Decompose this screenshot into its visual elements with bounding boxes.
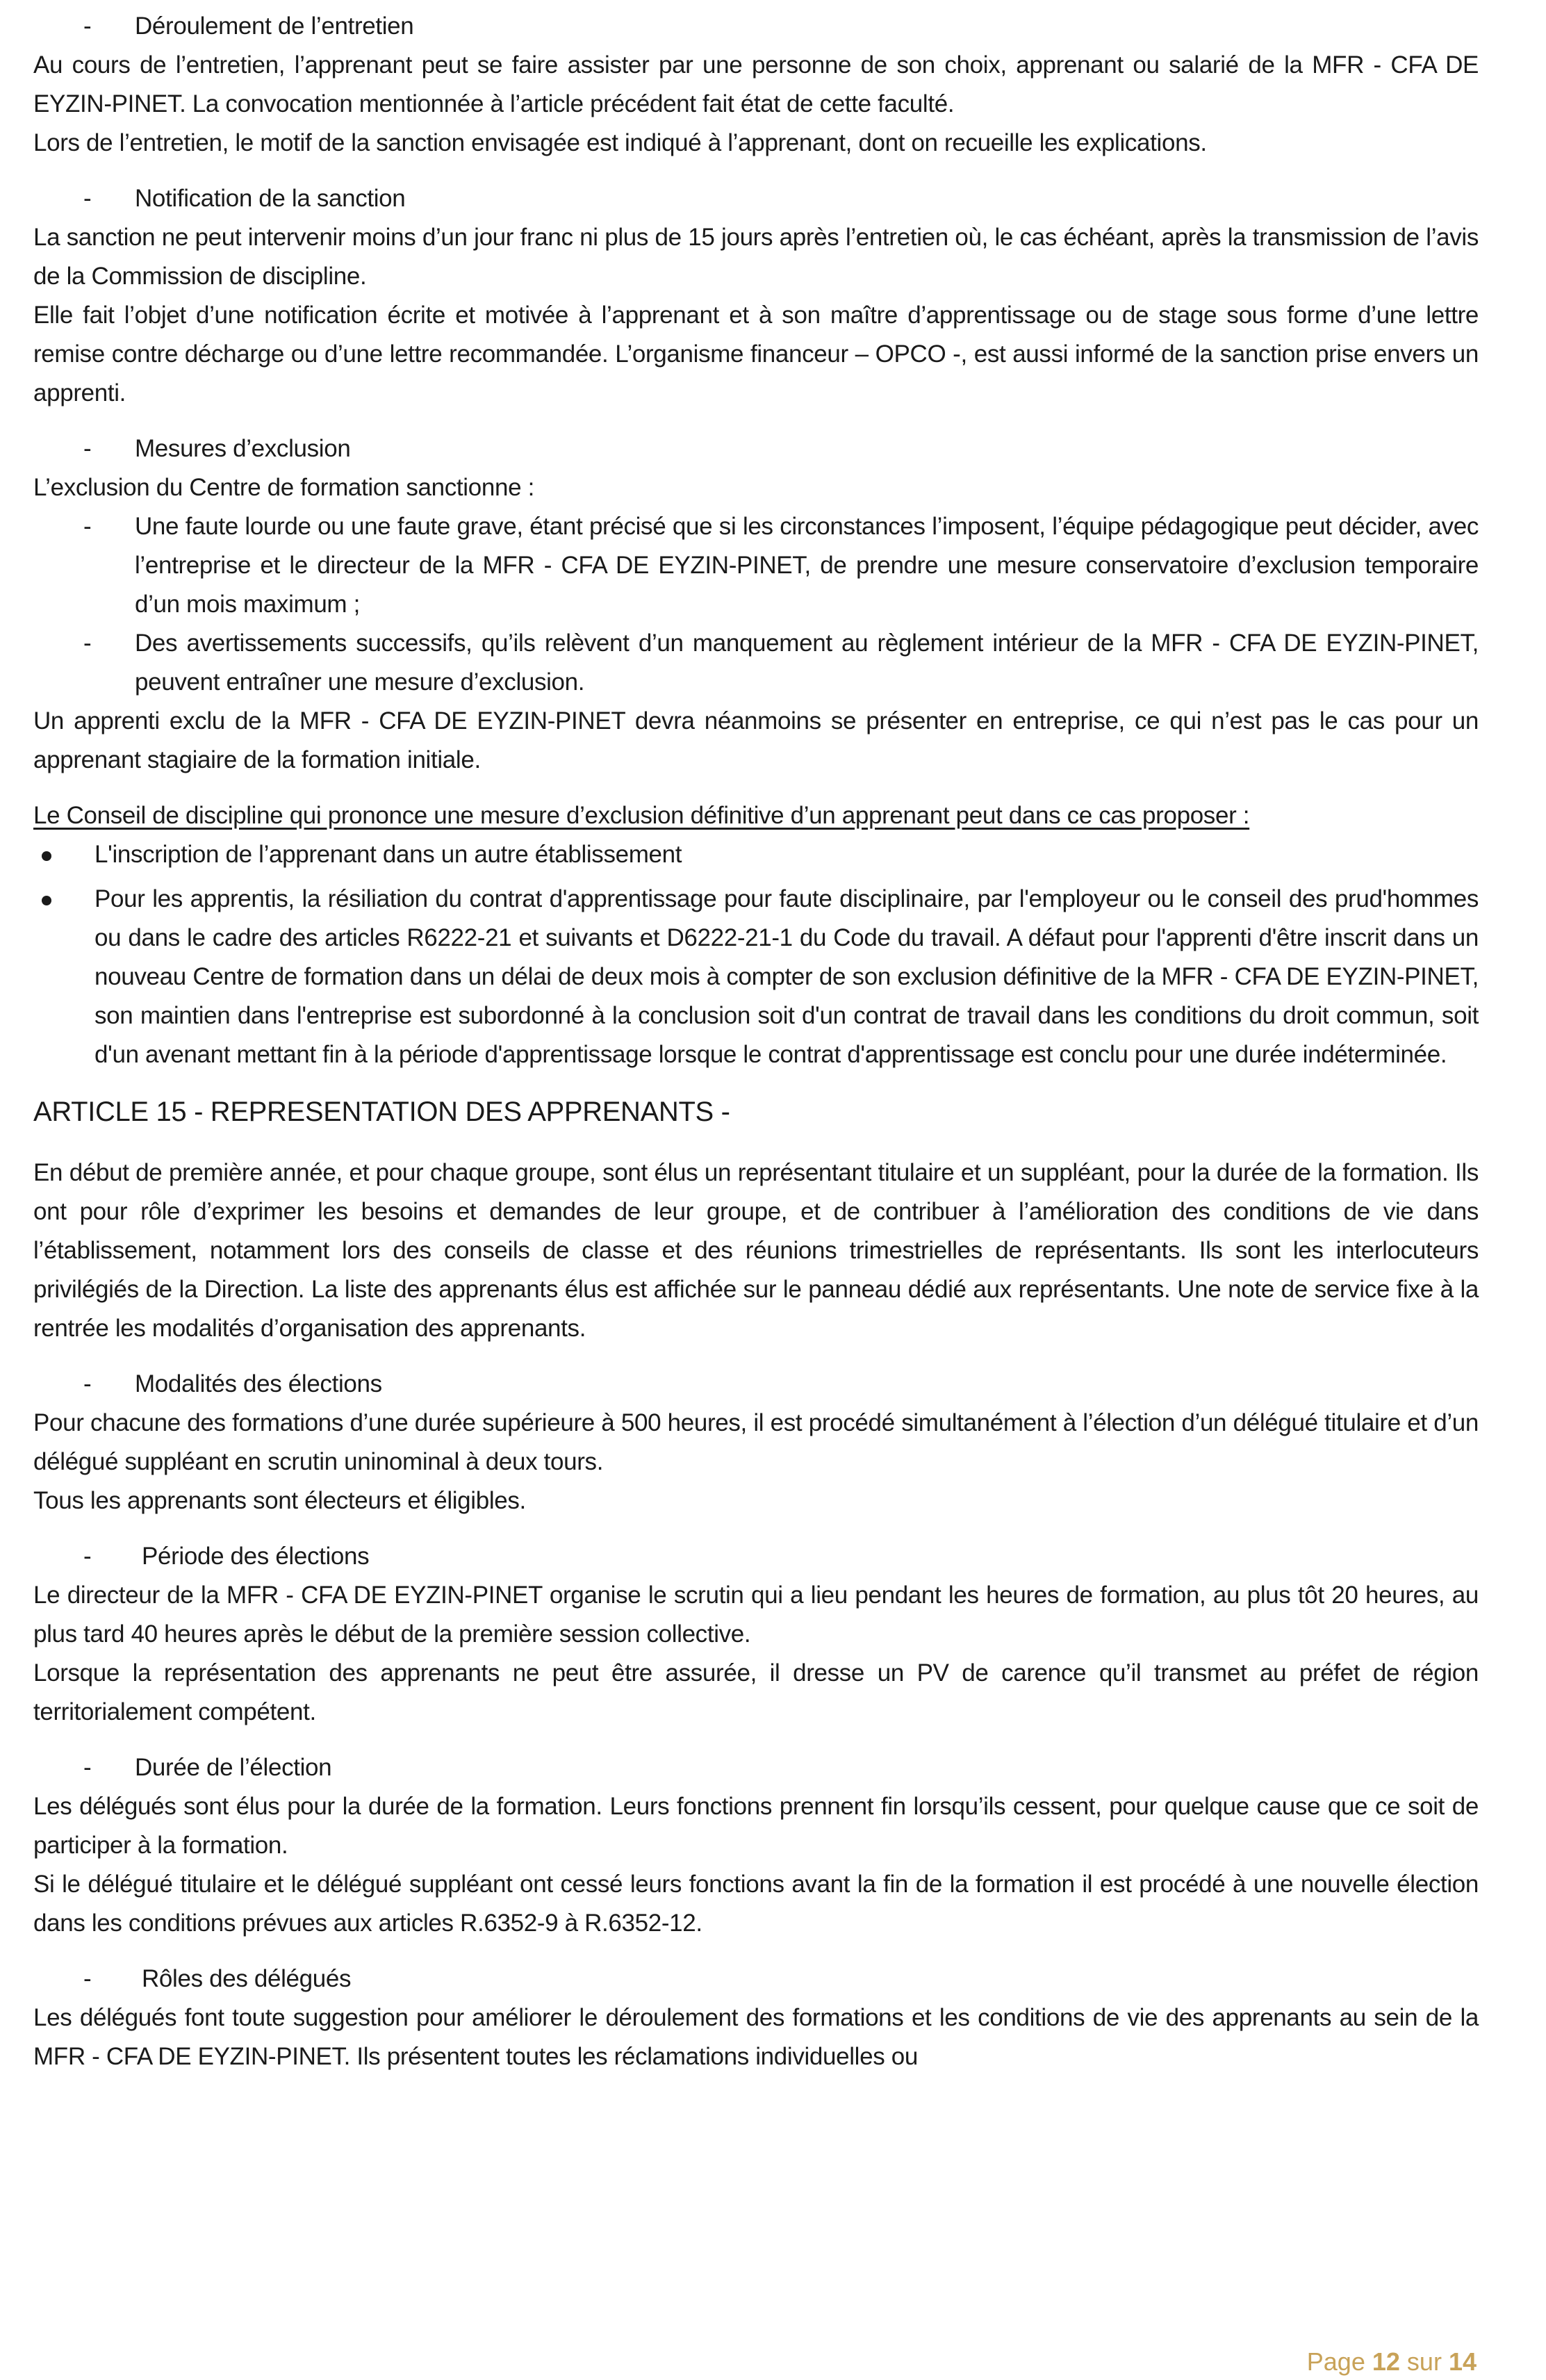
list-item-text: Une faute lourde ou une faute grave, étant précisé que si les circonstances l’imposent, l’équipe pédagogique peut décider, avec l’entreprise et le directeur de la MFR - CFA DE EYZIN-PINET, de prendre une mesure conservatoire d’exclusion temporaire d’un mois maximum ; bbox=[135, 513, 1479, 618]
subheading-title: Notification de la sanction bbox=[135, 185, 406, 212]
bullet-icon bbox=[33, 880, 94, 1074]
dash-marker: - bbox=[83, 1543, 92, 1570]
bullet-item bbox=[33, 880, 1479, 1074]
paragraph: La sanction ne peut intervenir moins d’un jour franc ni plus de 15 jours après l’entretien où, le cas échéant, après la transmission de l’avis de la Commission de discipline. bbox=[33, 224, 1479, 290]
dash-marker: - bbox=[83, 1370, 92, 1397]
subheading-modalites bbox=[33, 1365, 1479, 1404]
bullet-text: Pour les apprentis, la résiliation du contrat d'apprentissage pour faute disciplinaire, par l'employeur ou le conseil des prud'hommes ou dans le cadre des articles R6222-21 et suivants et D6222-21-1 du Code du travail. A défaut pour l'apprenti d'être inscrit dans un nouveau Centre de formation dans un délai de deux mois à compter de son exclusion définitive de la MFR - CFA DE EYZIN-PINET, son maintien dans l'entreprise est subordonné à la conclusion soit d'un contrat de travail dans les conditions du droit commun, soit d'un avenant mettant fin à la période d'apprentissage lorsque le contrat d'apprentissage est conclu pour une durée indéterminée. bbox=[94, 885, 1479, 1068]
paragraph: Au cours de l’entretien, l’apprenant peut se faire assister par une personne de son choix, apprenant ou salarié de la MFR - CFA DE EYZIN-PINET. La convocation mentionnée à l’article précédent fait état de cette faculté. bbox=[33, 51, 1479, 117]
list-item bbox=[33, 624, 1479, 702]
dash-marker: - bbox=[83, 435, 92, 462]
subheading-title: Modalités des élections bbox=[135, 1370, 382, 1397]
dash-marker: - bbox=[83, 630, 92, 657]
dash-marker: - bbox=[83, 1754, 92, 1781]
subheading-periode bbox=[33, 1537, 1479, 1576]
paragraph: Les délégués sont élus pour la durée de la formation. Leurs fonctions prennent fin lorsqu’ils cessent, pour quelque cause que ce soit de participer à la formation. bbox=[33, 1793, 1479, 1859]
paragraph: Lorsque la représentation des apprenants ne peut être assurée, il dresse un PV de carence qu’il transmet au préfet de région territorialement compétent. bbox=[33, 1659, 1479, 1725]
paragraph: Lors de l’entretien, le motif de la sanction envisagée est indiqué à l’apprenant, dont on recueille les explications. bbox=[33, 129, 1207, 156]
paragraph: Tous les apprenants sont électeurs et éligibles. bbox=[33, 1487, 526, 1514]
page-label: Page bbox=[1306, 2347, 1365, 2376]
current-page: 12 bbox=[1372, 2347, 1400, 2376]
paragraph: Les délégués font toute suggestion pour améliorer le déroulement des formations et les conditions de vie des apprenants au sein de la MFR - CFA DE EYZIN-PINET. Ils présentent toutes les réclamations individuelles ou bbox=[33, 2004, 1479, 2070]
paragraph: Elle fait l’objet d’une notification écrite et motivée à l’apprenant et à son maître d’apprentissage ou de stage sous forme d’une lettre remise contre décharge ou d’une lettre recommandée. L’organisme financeur – OPCO -, est aussi informé de la sanction prise envers un apprenti. bbox=[33, 302, 1479, 407]
dash-marker: - bbox=[83, 13, 92, 40]
dash-marker: - bbox=[83, 513, 92, 540]
subheading-roles bbox=[33, 1960, 1479, 1999]
subheading-deroulement bbox=[33, 7, 1479, 46]
dash-marker: - bbox=[83, 185, 92, 212]
list-item-text: Des avertissements successifs, qu’ils relèvent d’un manquement au règlement intérieur de la MFR - CFA DE EYZIN-PINET, peuvent entraîner une mesure d’exclusion. bbox=[135, 630, 1479, 696]
subheading-title: Durée de l’élection bbox=[135, 1754, 332, 1781]
paragraph: Un apprenti exclu de la MFR - CFA DE EYZIN-PINET devra néanmoins se présenter en entreprise, ce qui n’est pas le cas pour un apprenant stagiaire de la formation initiale. bbox=[33, 707, 1479, 773]
total-pages: 14 bbox=[1448, 2347, 1477, 2376]
dash-marker: - bbox=[83, 1965, 92, 1992]
subheading-exclusion bbox=[33, 429, 1479, 468]
subheading-title: Période des élections bbox=[142, 1543, 370, 1570]
underlined-paragraph: Le Conseil de discipline qui prononce une mesure d’exclusion définitive d’un apprenant peut dans ce cas proposer : bbox=[33, 802, 1250, 829]
subheading-title: Rôles des délégués bbox=[142, 1965, 352, 1992]
document-page bbox=[33, 7, 1479, 2076]
bullet-icon bbox=[33, 835, 94, 874]
article-heading: ARTICLE 15 - REPRESENTATION DES APPRENANTS - bbox=[33, 1097, 730, 1127]
page-separator: sur bbox=[1406, 2347, 1442, 2376]
bullet-text: L'inscription de l’apprenant dans un autre établissement bbox=[94, 841, 682, 868]
page-number bbox=[1307, 2347, 1477, 2377]
paragraph: Le directeur de la MFR - CFA DE EYZIN-PINET organise le scrutin qui a lieu pendant les heures de formation, au plus tôt 20 heures, au plus tard 40 heures après le début de la première session collective. bbox=[33, 1582, 1479, 1648]
bullet-item bbox=[33, 835, 1479, 874]
subheading-duree bbox=[33, 1748, 1479, 1787]
subheading-notification bbox=[33, 179, 1479, 218]
paragraph: Si le délégué titulaire et le délégué suppléant ont cessé leurs fonctions avant la fin de la formation il est procédé à une nouvelle élection dans les conditions prévues aux articles R.6352-9 à R.6352-12. bbox=[33, 1871, 1479, 1937]
list-item bbox=[33, 507, 1479, 624]
subheading-title: Mesures d’exclusion bbox=[135, 435, 351, 462]
subheading-title: Déroulement de l’entretien bbox=[135, 13, 414, 40]
paragraph: L’exclusion du Centre de formation sanctionne : bbox=[33, 474, 534, 501]
paragraph: Pour chacune des formations d’une durée supérieure à 500 heures, il est procédé simultanément à l’élection d’un délégué titulaire et d’un délégué suppléant en scrutin uninominal à deux tours. bbox=[33, 1409, 1479, 1475]
paragraph: En début de première année, et pour chaque groupe, sont élus un représentant titulaire et un suppléant, pour la durée de la formation. Ils ont pour rôle d’exprimer les besoins et demandes de leur groupe, et de contribuer à l’amélioration des conditions de vie dans l’établissement, notamment lors des conseils de classe et des réunions trimestrielles de représentants. Ils sont les interlocuteurs privilégiés de la Direction. La liste des apprenants élus est affichée sur le panneau dédié aux représentants. Une note de service fixe à la rentrée les modalités d’organisation des apprenants. bbox=[33, 1159, 1479, 1342]
